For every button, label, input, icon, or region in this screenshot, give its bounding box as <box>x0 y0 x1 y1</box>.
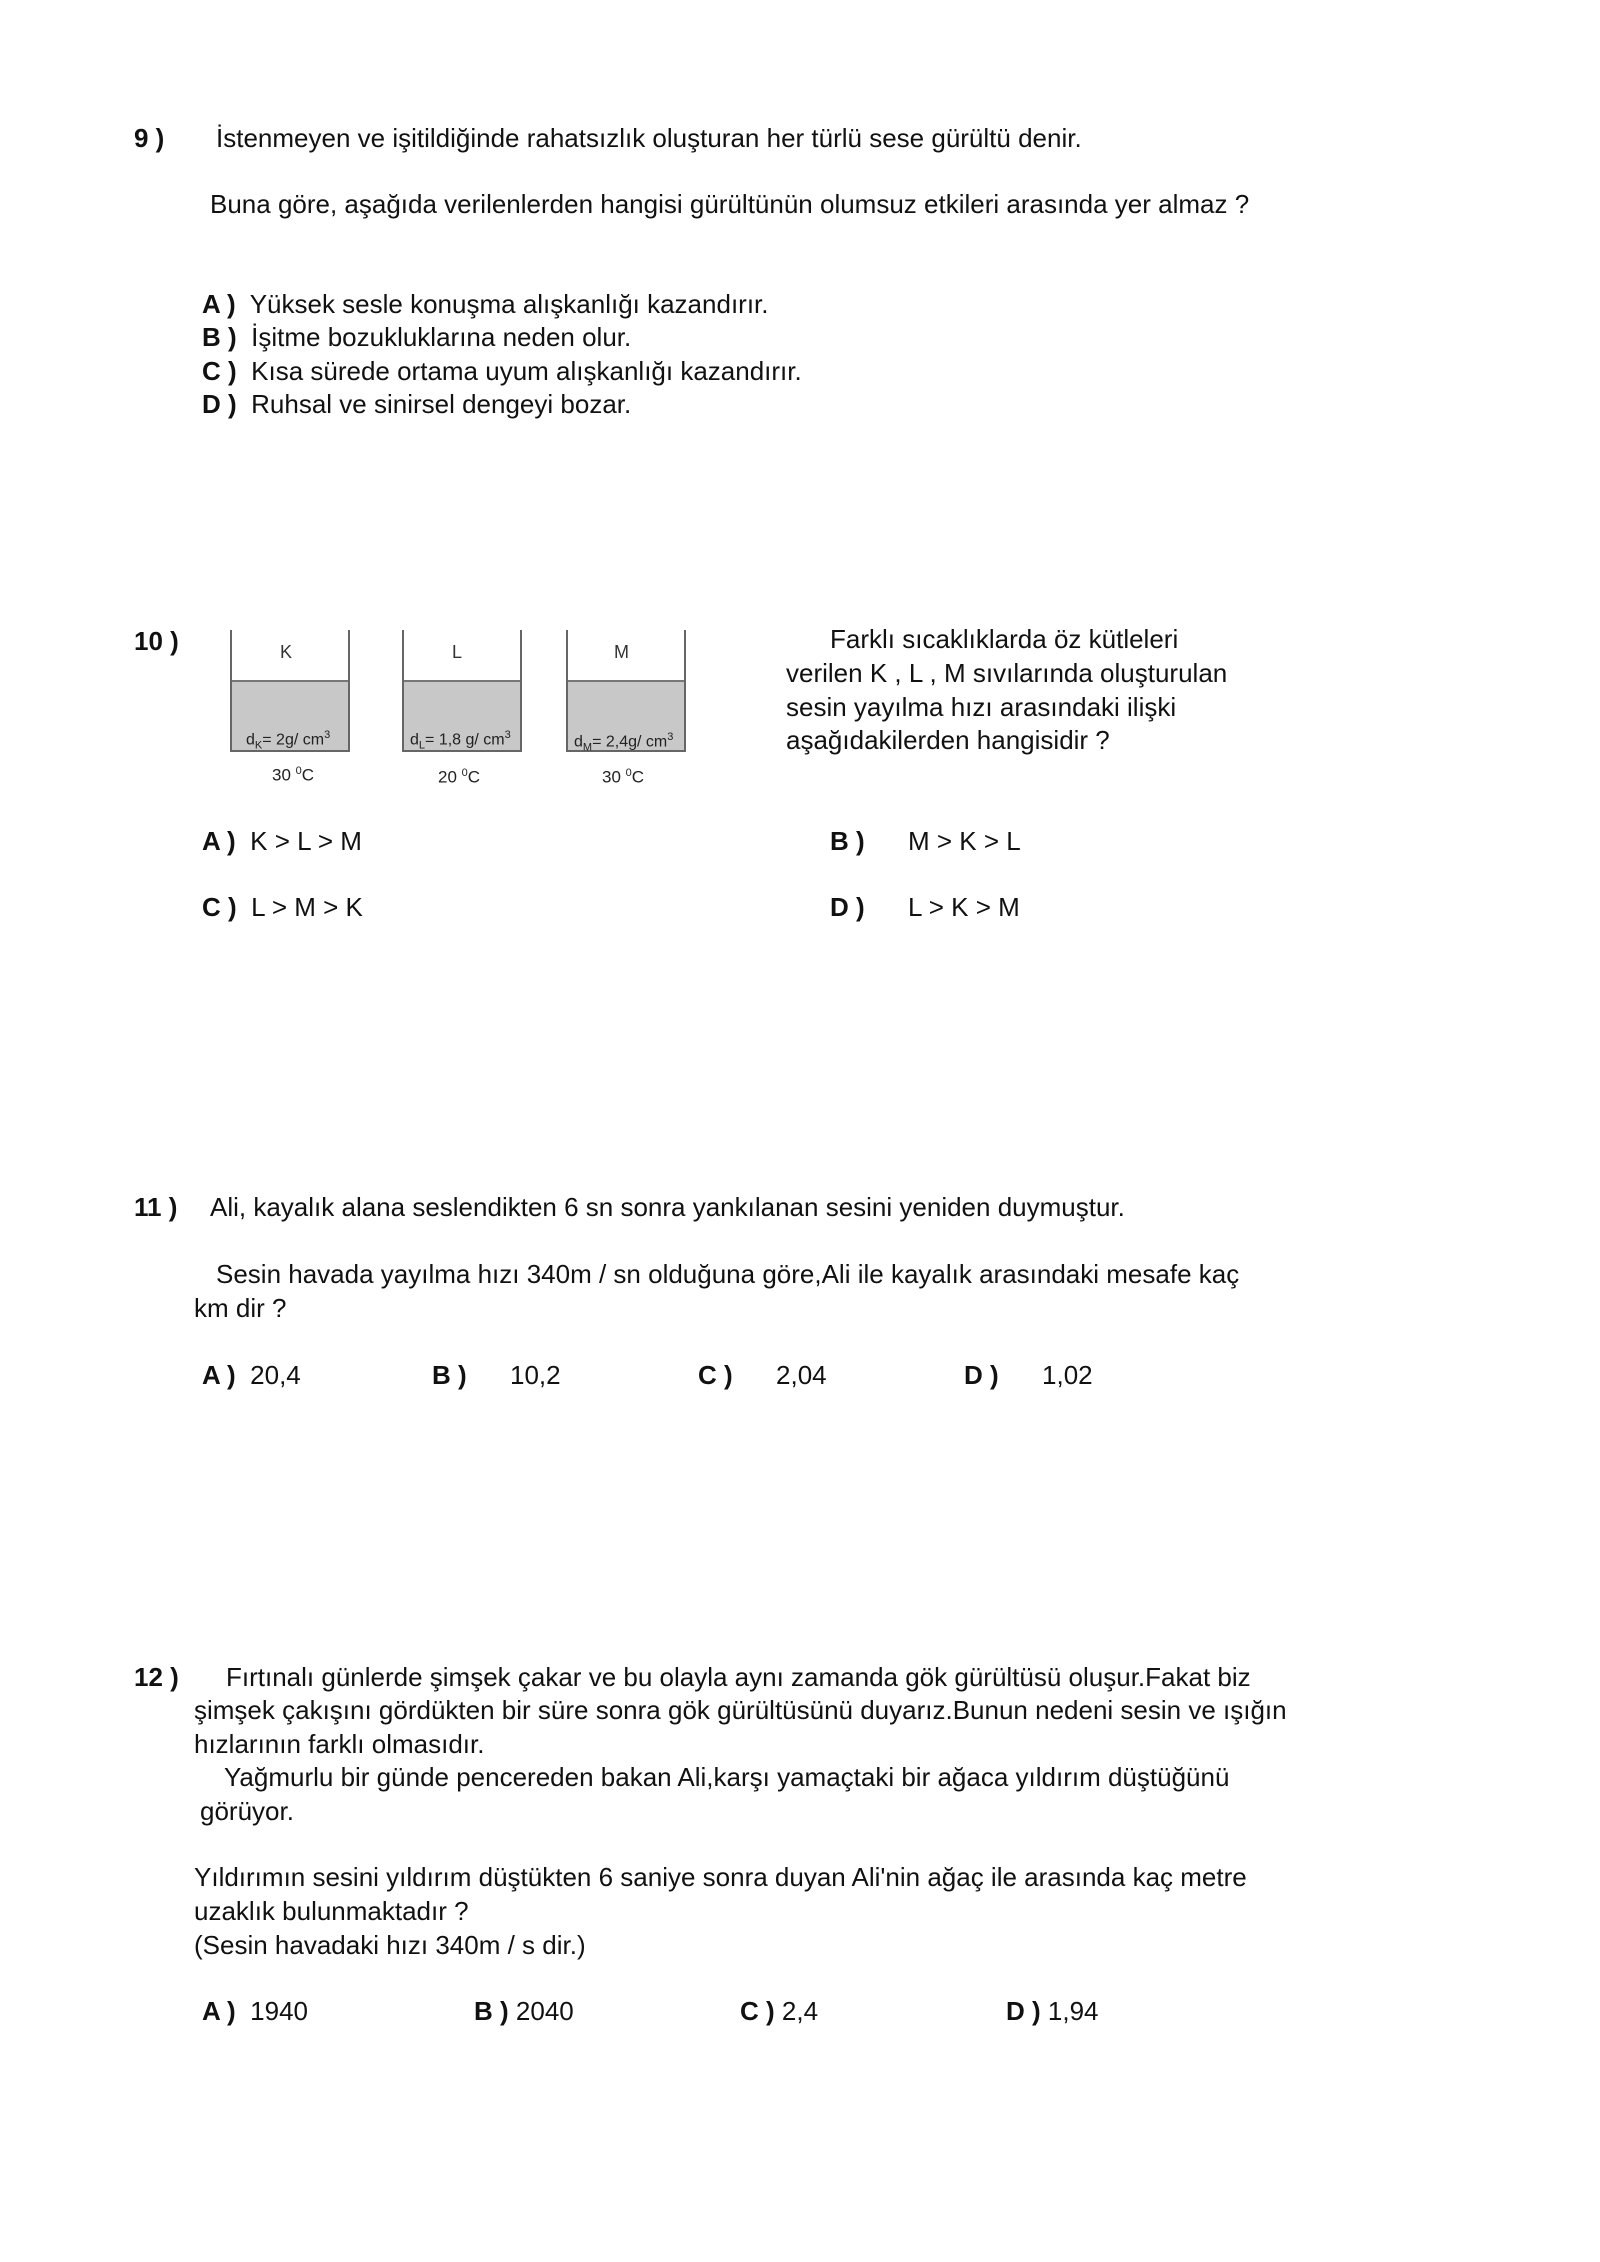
q10-text-4: aşağıdakilerden hangisidir ? <box>786 725 1110 755</box>
q10-option-d[interactable]: D ) L > K > M <box>830 892 1020 922</box>
q12-line-4: Yağmurlu bir günde pencereden bakan Ali,karşı yamaçtaki bir ağaca yıldırım düştüğünü <box>224 1762 1230 1792</box>
beaker-k-label: K <box>280 642 293 662</box>
beaker-l-temp: 20 $^0$C <box>438 767 481 787</box>
q12-option-a[interactable]: A ) 1940 <box>202 1996 308 2026</box>
beaker-m-label: M <box>614 642 629 662</box>
q11-option-a[interactable]: A ) 20,4 <box>202 1360 301 1390</box>
q12-question-1: Yıldırımın sesini yıldırım düştükten 6 saniye sonra duyan Ali'nin ağaç ile arasında kaç metre <box>194 1862 1247 1892</box>
q11-number: 11 ) <box>134 1192 178 1222</box>
q12-line-1: Fırtınalı günlerde şimşek çakar ve bu olayla aynı zamanda gök gürültüsü oluşur.Fakat biz <box>226 1662 1251 1692</box>
q12-line-2: şimşek çakışını gördükten bir süre sonra gök gürültüsünü duyarız.Bunun nedeni sesin ve ışığın <box>194 1695 1287 1725</box>
q10-number: 10 ) <box>134 626 179 656</box>
q12-line-3: hızlarının farklı olmasıdır. <box>194 1729 485 1759</box>
q10-option-b[interactable]: B ) M > K > L <box>830 826 1021 856</box>
q9-stem: İstenmeyen ve işitildiğinde rahatsızlık oluşturan her türlü sese gürültü denir. <box>216 123 1082 153</box>
beaker-m-temp: 30 $^0$C <box>602 767 645 787</box>
q10-text-1: Farklı sıcaklıklarda öz kütleleri <box>830 624 1179 654</box>
beaker-m-density: $d_M= 2,4g/$ $cm^3$ <box>574 731 674 754</box>
beaker-l-label: L <box>452 642 463 662</box>
q11-option-b[interactable]: B ) 10,2 <box>432 1360 561 1390</box>
q9-question: Buna göre, aşağıda verilenlerden hangisi gürültünün olumsuz etkileri arasında yer almaz ? <box>210 189 1250 219</box>
q9-number: 9 ) <box>134 123 165 153</box>
q9-option-d[interactable]: D ) Ruhsal ve sinirsel dengeyi bozar. <box>202 389 632 419</box>
q11-option-c[interactable]: C ) 2,04 <box>698 1360 827 1390</box>
beaker-l <box>402 630 532 790</box>
q10-option-c[interactable]: C ) L > M > K <box>202 892 363 922</box>
beaker-k-temp: 30 $^0$C <box>272 765 315 785</box>
q10-option-a[interactable]: A ) K > L > M <box>202 826 362 856</box>
q9-option-a[interactable]: A ) Yüksek sesle konuşma alışkanlığı kazandırır. <box>202 289 769 319</box>
q12-option-b[interactable]: B ) 2040 <box>474 1996 574 2026</box>
beaker-k <box>230 630 360 790</box>
q10-text-3: sesin yayılma hızı arasındaki ilişki <box>786 692 1177 722</box>
q11-stem: Ali, kayalık alana seslendikten 6 sn sonra yankılanan sesini yeniden duymuştur. <box>210 1192 1125 1222</box>
q12-option-d[interactable]: D ) 1,94 <box>1006 1996 1099 2026</box>
q9-option-c[interactable]: C ) Kısa sürede ortama uyum alışkanlığı kazandırır. <box>202 356 802 386</box>
q11-question-1: Sesin havada yayılma hızı 340m / sn olduğuna göre,Ali ile kayalık arasındaki mesafe kaç <box>216 1259 1240 1289</box>
beaker-l-density: $d_L= 1,8$ g/ $cm^3$ <box>410 729 511 752</box>
q12-question-2: uzaklık bulunmaktadır ? <box>194 1896 469 1926</box>
q10-text-2: verilen K , L , M sıvılarında oluşturulan <box>786 658 1228 688</box>
q11-question-2: km dir ? <box>194 1293 287 1323</box>
q12-option-c[interactable]: C ) 2,4 <box>740 1996 819 2026</box>
beaker-m <box>566 630 700 790</box>
q9-option-b[interactable]: B ) İşitme bozukluklarına neden olur. <box>202 322 632 352</box>
q11-option-d[interactable]: D ) 1,02 <box>964 1360 1093 1390</box>
q12-question-3: (Sesin havadaki hızı 340m / s dir.) <box>194 1930 586 1960</box>
q12-line-5: görüyor. <box>200 1796 294 1826</box>
beaker-k-density: $d_K= 2g/$ $cm^3$ <box>246 729 331 752</box>
q12-number: 12 ) <box>134 1662 179 1692</box>
beaker-figure <box>220 630 700 790</box>
